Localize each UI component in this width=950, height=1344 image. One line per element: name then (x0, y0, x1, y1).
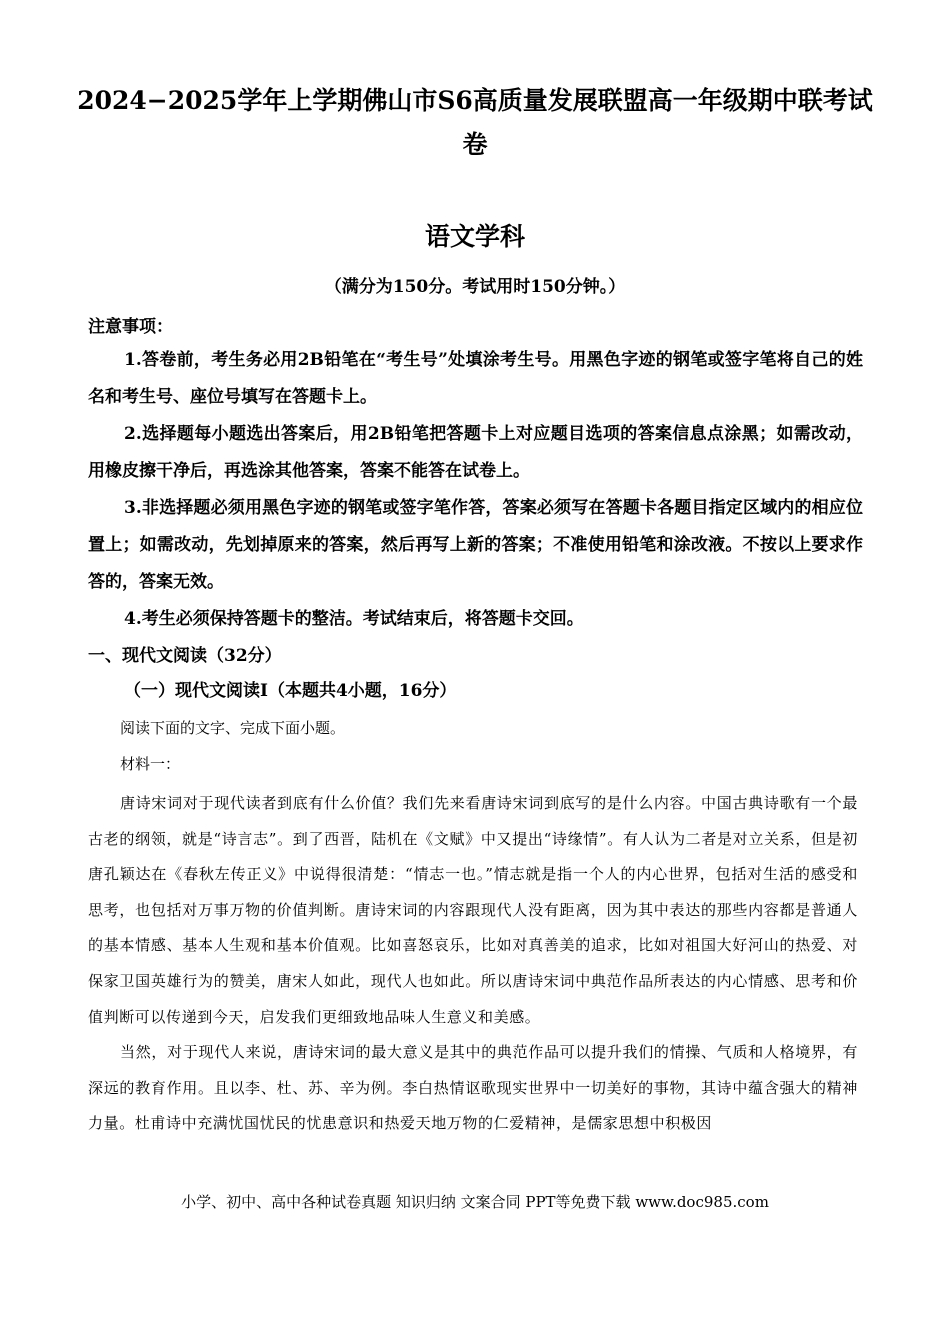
section-heading: 一、现代文阅读（32分） (88, 646, 282, 666)
material-body (88, 786, 858, 1142)
notice-item-2: 2.选择题每小题选出答案后，用2B铅笔把答题卡上对应题目选项的答案信息点涂黑；如需改动，用橡皮擦干净后，再选涂其他答案，答案不能答在试卷上。 (88, 424, 863, 481)
score-note: （满分为150分。考试用时150分钟。） (324, 277, 626, 297)
notice-heading: 注意事项： (88, 317, 173, 337)
notice-item-1: 1.答卷前，考生务必用2B铅笔在“考生号”处填涂考生号。用黑色字迹的钢笔或签字笔将自己的姓名和考生号、座位号填写在答题卡上。 (88, 350, 863, 407)
notice-item-4: 4.考生必须保持答题卡的整洁。考试结束后，将答题卡交回。 (124, 609, 584, 629)
material-paragraph-2: 当然，对于现代人来说，唐诗宋词的最大意义是其中的典范作品可以提升我们的情操、气质和人格境界，有深远的教育作用。且以李、杜、苏、辛为例。李白热情讴歌现实世界中一切美好的事物，其诗中蕴含强大的精神力量。杜甫诗中充满忧国忧民的忧患意识和热爱天地万物的仁爱精神，是儒家思想中积极因 (88, 1043, 858, 1133)
material-label: 材料一： (120, 755, 181, 773)
material-paragraph-1: 唐诗宋词对于现代读者到底有什么价值？我们先来看唐诗宋词到底写的是什么内容。中国古典诗歌有一个最古老的纲领，就是“诗言志”。到了西晋，陆机在《文赋》中又提出“诗缘情”。有人认为二者是对立关系，但是初唐孔颖达在《春秋左传正义》中说得很清楚：“情志一也。”情志就是指一个人的内心世界，包括对生活的感受和思考，也包括对万事万物的价值判断。唐诗宋词的内容跟现代人没有距离，因为其中表达的那些内容都是普通人的基本情感、基本人生观和基本价值观。比如喜怒哀乐，比如对真善美的追求，比如对祖国大好河山的热爱、对保家卫国英雄行为的赞美，唐宋人如此，现代人也如此。所以唐诗宋词中典范作品所表达的内心情感、思考和价值判断可以传递到今天，启发我们更细致地品味人生意义和美感。 (88, 794, 858, 1026)
exam-title-line1: 2024−2025学年上学期佛山市S6高质量发展联盟高一年级期中联考试 (77, 86, 873, 115)
notice-item-3: 3.非选择题必须用黑色字迹的钢笔或签字笔作答，答案必须写在答题卡各题目指定区域内的相应位置上；如需改动，先划掉原来的答案，然后再写上新的答案；不准使用铅笔和涂改液。不按以上要求作答的，答案无效。 (88, 498, 863, 592)
reading-instruction: 阅读下面的文字、完成下面小题。 (120, 719, 346, 737)
section-subheading: （一）现代文阅读Ⅰ（本题共4小题，16分） (124, 681, 457, 701)
subject-title: 语文学科 (424, 222, 525, 251)
exam-title-line2: 卷 (462, 130, 488, 159)
page-footer: 小学、初中、高中各种试卷真题 知识归纳 文案合同 PPT等免费下载 www.doc985.com (181, 1193, 769, 1211)
notice-list (88, 342, 863, 638)
